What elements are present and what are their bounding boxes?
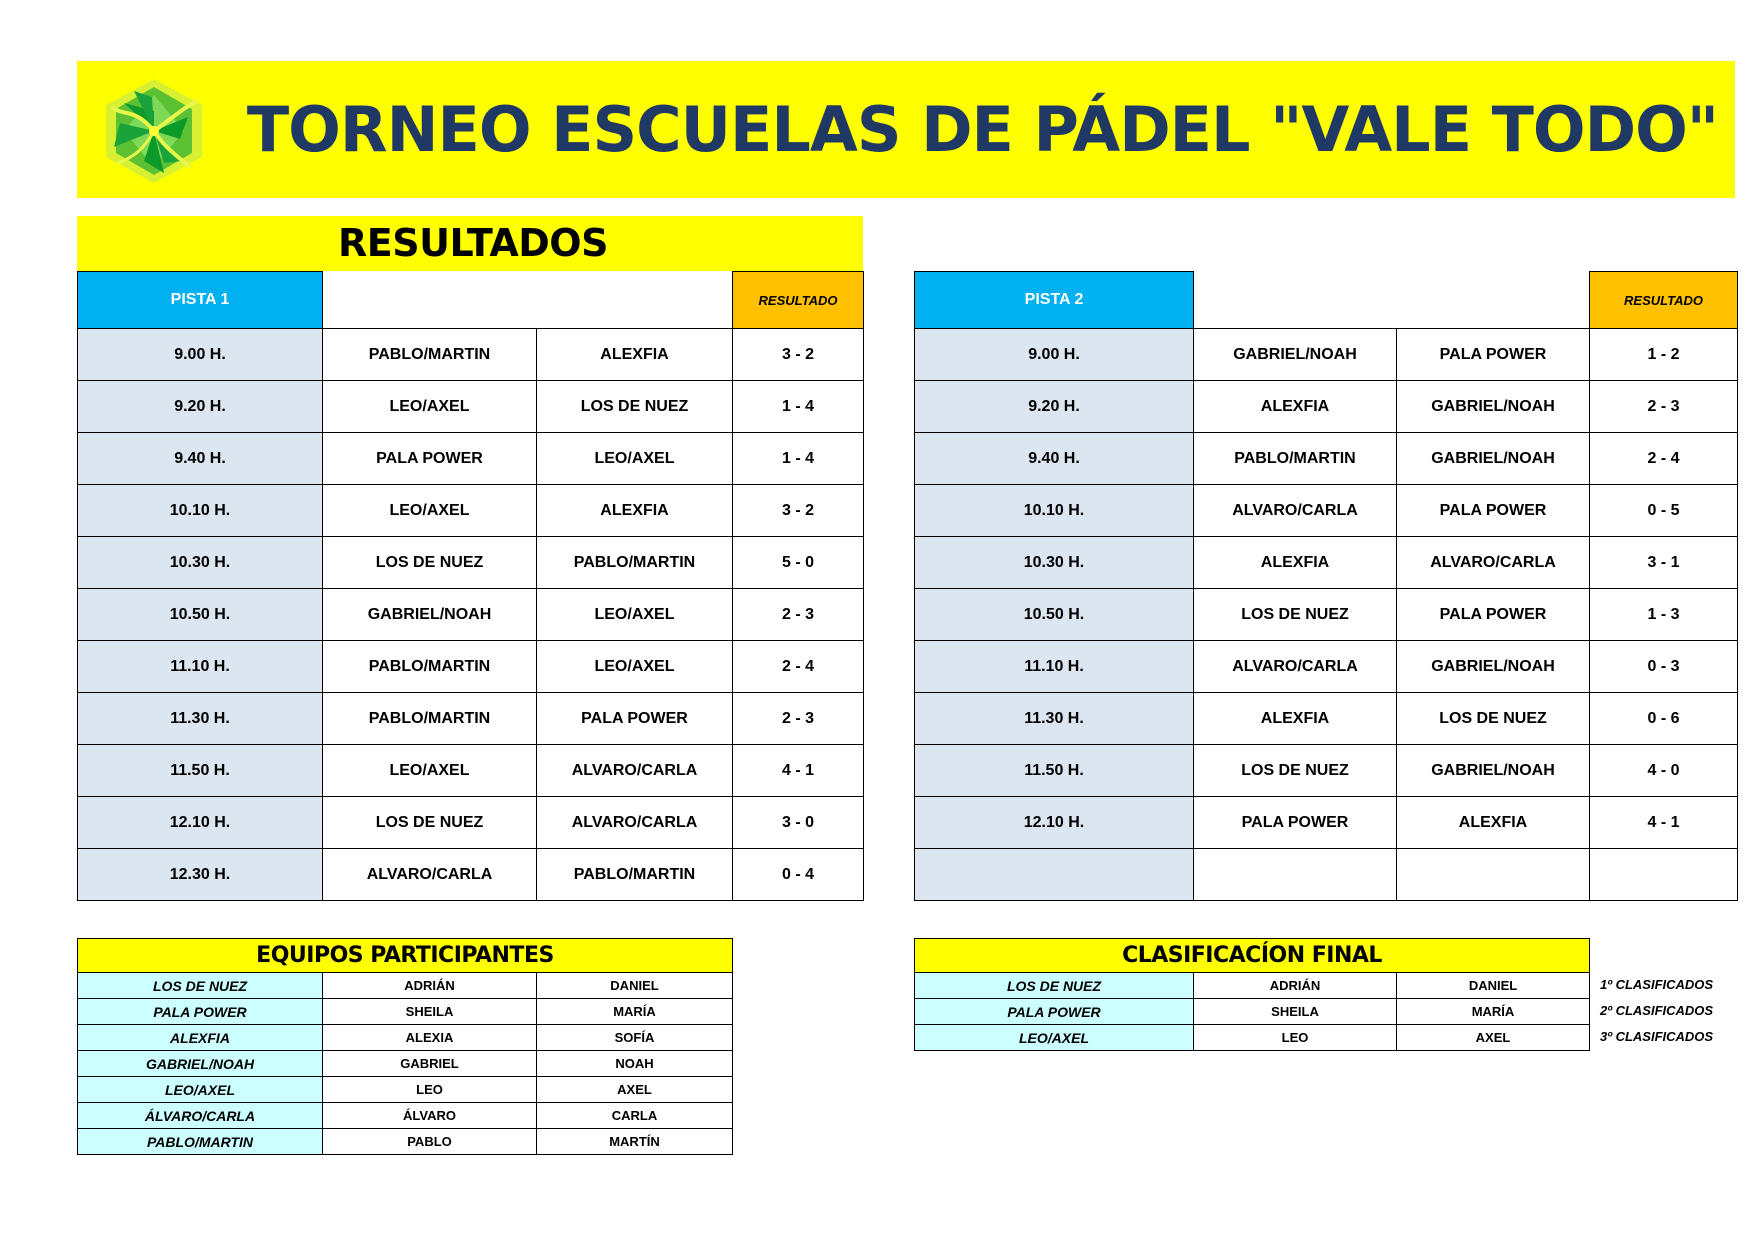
match-result: 0 - 3 xyxy=(1590,641,1738,693)
match-row xyxy=(915,641,1738,693)
match-team2: ALEXFIA xyxy=(537,329,733,381)
match-row xyxy=(78,433,864,485)
match-team2: ALVARO/CARLA xyxy=(537,745,733,797)
match-row xyxy=(78,745,864,797)
ranking-place-label: 3º CLASIFICADOS xyxy=(1600,1029,1714,1044)
match-row xyxy=(915,693,1738,745)
match-row xyxy=(915,485,1738,537)
match-result: 3 - 2 xyxy=(733,485,864,537)
match-row xyxy=(915,537,1738,589)
match-result: 2 - 4 xyxy=(1590,433,1738,485)
ranking-player1: ADRIÁN xyxy=(1194,973,1397,999)
match-team2: LEO/AXEL xyxy=(537,641,733,693)
team-row xyxy=(78,1129,733,1155)
team-row xyxy=(78,973,733,999)
match-team1: LOS DE NUEZ xyxy=(1194,745,1397,797)
match-time: 12.30 H. xyxy=(78,849,323,901)
match-time: 9.40 H. xyxy=(915,433,1194,485)
pista1-result-header: RESULTADO xyxy=(733,272,864,329)
match-result: 1 - 4 xyxy=(733,433,864,485)
match-row xyxy=(915,849,1738,901)
match-row xyxy=(915,797,1738,849)
match-team2: ALVARO/CARLA xyxy=(1397,537,1590,589)
team-row xyxy=(78,1051,733,1077)
match-time: 12.10 H. xyxy=(78,797,323,849)
match-result: 0 - 4 xyxy=(733,849,864,901)
match-team2: PABLO/MARTIN xyxy=(537,849,733,901)
match-team1: GABRIEL/NOAH xyxy=(1194,329,1397,381)
match-row xyxy=(78,329,864,381)
match-team1: LOS DE NUEZ xyxy=(323,537,537,589)
team-player2: AXEL xyxy=(537,1077,733,1103)
match-time: 10.30 H. xyxy=(78,537,323,589)
match-team1: PABLO/MARTIN xyxy=(323,329,537,381)
match-team2: PALA POWER xyxy=(1397,589,1590,641)
team-player2: SOFÍA xyxy=(537,1025,733,1051)
match-team1: ALEXFIA xyxy=(1194,537,1397,589)
ranking-player2: MARÍA xyxy=(1397,999,1590,1025)
match-time: 11.30 H. xyxy=(915,693,1194,745)
team-name: ALEXFIA xyxy=(78,1025,323,1051)
equipos-title: EQUIPOS PARTICIPANTES xyxy=(78,939,733,973)
match-time: 10.50 H. xyxy=(915,589,1194,641)
pista2-header: PISTA 2 xyxy=(915,272,1194,329)
match-team1: PABLO/MARTIN xyxy=(323,693,537,745)
match-team1: ALEXFIA xyxy=(1194,693,1397,745)
team-player1: GABRIEL xyxy=(323,1051,537,1077)
match-result: 4 - 1 xyxy=(733,745,864,797)
match-team1: ALVARO/CARLA xyxy=(323,849,537,901)
pista2-result-header: RESULTADO xyxy=(1590,272,1738,329)
match-team2: PALA POWER xyxy=(1397,485,1590,537)
pista1-header: PISTA 1 xyxy=(78,272,323,329)
match-team1: ALEXFIA xyxy=(1194,381,1397,433)
match-result: 3 - 0 xyxy=(733,797,864,849)
match-team1: LOS DE NUEZ xyxy=(1194,589,1397,641)
match-result: 1 - 4 xyxy=(733,381,864,433)
match-team1: GABRIEL/NOAH xyxy=(323,589,537,641)
match-result: 2 - 3 xyxy=(733,693,864,745)
match-row xyxy=(78,797,864,849)
ranking-place-label: 2º CLASIFICADOS xyxy=(1600,1003,1714,1018)
match-team1: ALVARO/CARLA xyxy=(1194,485,1397,537)
team-player2: MARTÍN xyxy=(537,1129,733,1155)
match-time: 10.50 H. xyxy=(78,589,323,641)
match-row xyxy=(78,485,864,537)
match-team2: GABRIEL/NOAH xyxy=(1397,433,1590,485)
team-player2: DANIEL xyxy=(537,973,733,999)
match-team2: LEO/AXEL xyxy=(537,433,733,485)
match-result: 2 - 4 xyxy=(733,641,864,693)
match-team2: ALVARO/CARLA xyxy=(537,797,733,849)
green-star-logo-icon xyxy=(94,77,214,185)
match-result: 3 - 1 xyxy=(1590,537,1738,589)
team-player1: ALEXIA xyxy=(323,1025,537,1051)
ranking-player1: LEO xyxy=(1194,1025,1397,1051)
ranking-team: LEO/AXEL xyxy=(915,1025,1194,1051)
team-player1: SHEILA xyxy=(323,999,537,1025)
match-result: 1 - 2 xyxy=(1590,329,1738,381)
match-result: 2 - 3 xyxy=(1590,381,1738,433)
match-team2: PALA POWER xyxy=(537,693,733,745)
team-row xyxy=(78,1103,733,1129)
match-row xyxy=(915,589,1738,641)
page-title: TORNEO ESCUELAS DE PÁDEL "VALE TODO" xyxy=(246,93,1719,166)
clasificacion-table xyxy=(914,938,1590,1051)
ranking-player2: AXEL xyxy=(1397,1025,1590,1051)
match-team1: LOS DE NUEZ xyxy=(323,797,537,849)
team-name: ÁLVARO/CARLA xyxy=(78,1103,323,1129)
team-name: LOS DE NUEZ xyxy=(78,973,323,999)
section-title-resultados: RESULTADOS xyxy=(77,216,863,271)
match-result: 2 - 3 xyxy=(733,589,864,641)
match-result: 0 - 5 xyxy=(1590,485,1738,537)
match-team2: LEO/AXEL xyxy=(537,589,733,641)
match-time: 9.20 H. xyxy=(78,381,323,433)
pista1-results-table xyxy=(77,271,864,901)
match-row xyxy=(78,589,864,641)
team-row xyxy=(78,999,733,1025)
clasificacion-title: CLASIFICACÍON FINAL xyxy=(915,939,1590,973)
match-team1: PALA POWER xyxy=(1194,797,1397,849)
team-player1: LEO xyxy=(323,1077,537,1103)
blank-header xyxy=(323,272,733,329)
equipos-table xyxy=(77,938,733,1155)
match-team1: PALA POWER xyxy=(323,433,537,485)
match-row xyxy=(915,381,1738,433)
team-player2: NOAH xyxy=(537,1051,733,1077)
match-team2: ALEXFIA xyxy=(1397,797,1590,849)
match-row xyxy=(78,641,864,693)
team-player1: ÁLVARO xyxy=(323,1103,537,1129)
team-name: GABRIEL/NOAH xyxy=(78,1051,323,1077)
team-row xyxy=(78,1077,733,1103)
match-team1: LEO/AXEL xyxy=(323,381,537,433)
match-team2: PABLO/MARTIN xyxy=(537,537,733,589)
match-result: 0 - 6 xyxy=(1590,693,1738,745)
match-row xyxy=(78,381,864,433)
match-result: 4 - 0 xyxy=(1590,745,1738,797)
match-team1: PABLO/MARTIN xyxy=(323,641,537,693)
match-team2: ALEXFIA xyxy=(537,485,733,537)
match-team2 xyxy=(1397,849,1590,901)
team-player1: PABLO xyxy=(323,1129,537,1155)
match-team2: LOS DE NUEZ xyxy=(537,381,733,433)
match-time xyxy=(915,849,1194,901)
match-team1: PABLO/MARTIN xyxy=(1194,433,1397,485)
pista2-results-table xyxy=(914,271,1738,901)
match-time: 11.10 H. xyxy=(915,641,1194,693)
match-team2: PALA POWER xyxy=(1397,329,1590,381)
ranking-player2: DANIEL xyxy=(1397,973,1590,999)
match-result: 1 - 3 xyxy=(1590,589,1738,641)
match-time: 12.10 H. xyxy=(915,797,1194,849)
team-name: PABLO/MARTIN xyxy=(78,1129,323,1155)
ranking-row xyxy=(915,1025,1590,1051)
match-team1: LEO/AXEL xyxy=(323,745,537,797)
match-row xyxy=(915,329,1738,381)
match-team2: GABRIEL/NOAH xyxy=(1397,381,1590,433)
team-row xyxy=(78,1025,733,1051)
team-name: LEO/AXEL xyxy=(78,1077,323,1103)
match-team1: LEO/AXEL xyxy=(323,485,537,537)
match-time: 11.50 H. xyxy=(915,745,1194,797)
match-team2: LOS DE NUEZ xyxy=(1397,693,1590,745)
match-row xyxy=(915,745,1738,797)
ranking-team: LOS DE NUEZ xyxy=(915,973,1194,999)
match-time: 11.50 H. xyxy=(78,745,323,797)
match-result: 3 - 2 xyxy=(733,329,864,381)
match-result xyxy=(1590,849,1738,901)
team-name: PALA POWER xyxy=(78,999,323,1025)
ranking-place-label: 1º CLASIFICADOS xyxy=(1600,977,1714,992)
match-row xyxy=(78,537,864,589)
match-row xyxy=(915,433,1738,485)
match-time: 10.30 H. xyxy=(915,537,1194,589)
ranking-row xyxy=(915,973,1590,999)
match-row xyxy=(78,693,864,745)
match-time: 9.00 H. xyxy=(915,329,1194,381)
match-time: 11.30 H. xyxy=(78,693,323,745)
ranking-team: PALA POWER xyxy=(915,999,1194,1025)
match-result: 5 - 0 xyxy=(733,537,864,589)
ranking-player1: SHEILA xyxy=(1194,999,1397,1025)
blank-header xyxy=(1194,272,1590,329)
match-time: 11.10 H. xyxy=(78,641,323,693)
team-player2: MARÍA xyxy=(537,999,733,1025)
team-player1: ADRIÁN xyxy=(323,973,537,999)
team-player2: CARLA xyxy=(537,1103,733,1129)
match-team2: GABRIEL/NOAH xyxy=(1397,745,1590,797)
match-time: 10.10 H. xyxy=(915,485,1194,537)
match-team2: GABRIEL/NOAH xyxy=(1397,641,1590,693)
match-time: 9.40 H. xyxy=(78,433,323,485)
match-row xyxy=(78,849,864,901)
match-team1 xyxy=(1194,849,1397,901)
match-team1: ALVARO/CARLA xyxy=(1194,641,1397,693)
match-time: 10.10 H. xyxy=(78,485,323,537)
match-time: 9.00 H. xyxy=(78,329,323,381)
match-time: 9.20 H. xyxy=(915,381,1194,433)
match-result: 4 - 1 xyxy=(1590,797,1738,849)
ranking-row xyxy=(915,999,1590,1025)
